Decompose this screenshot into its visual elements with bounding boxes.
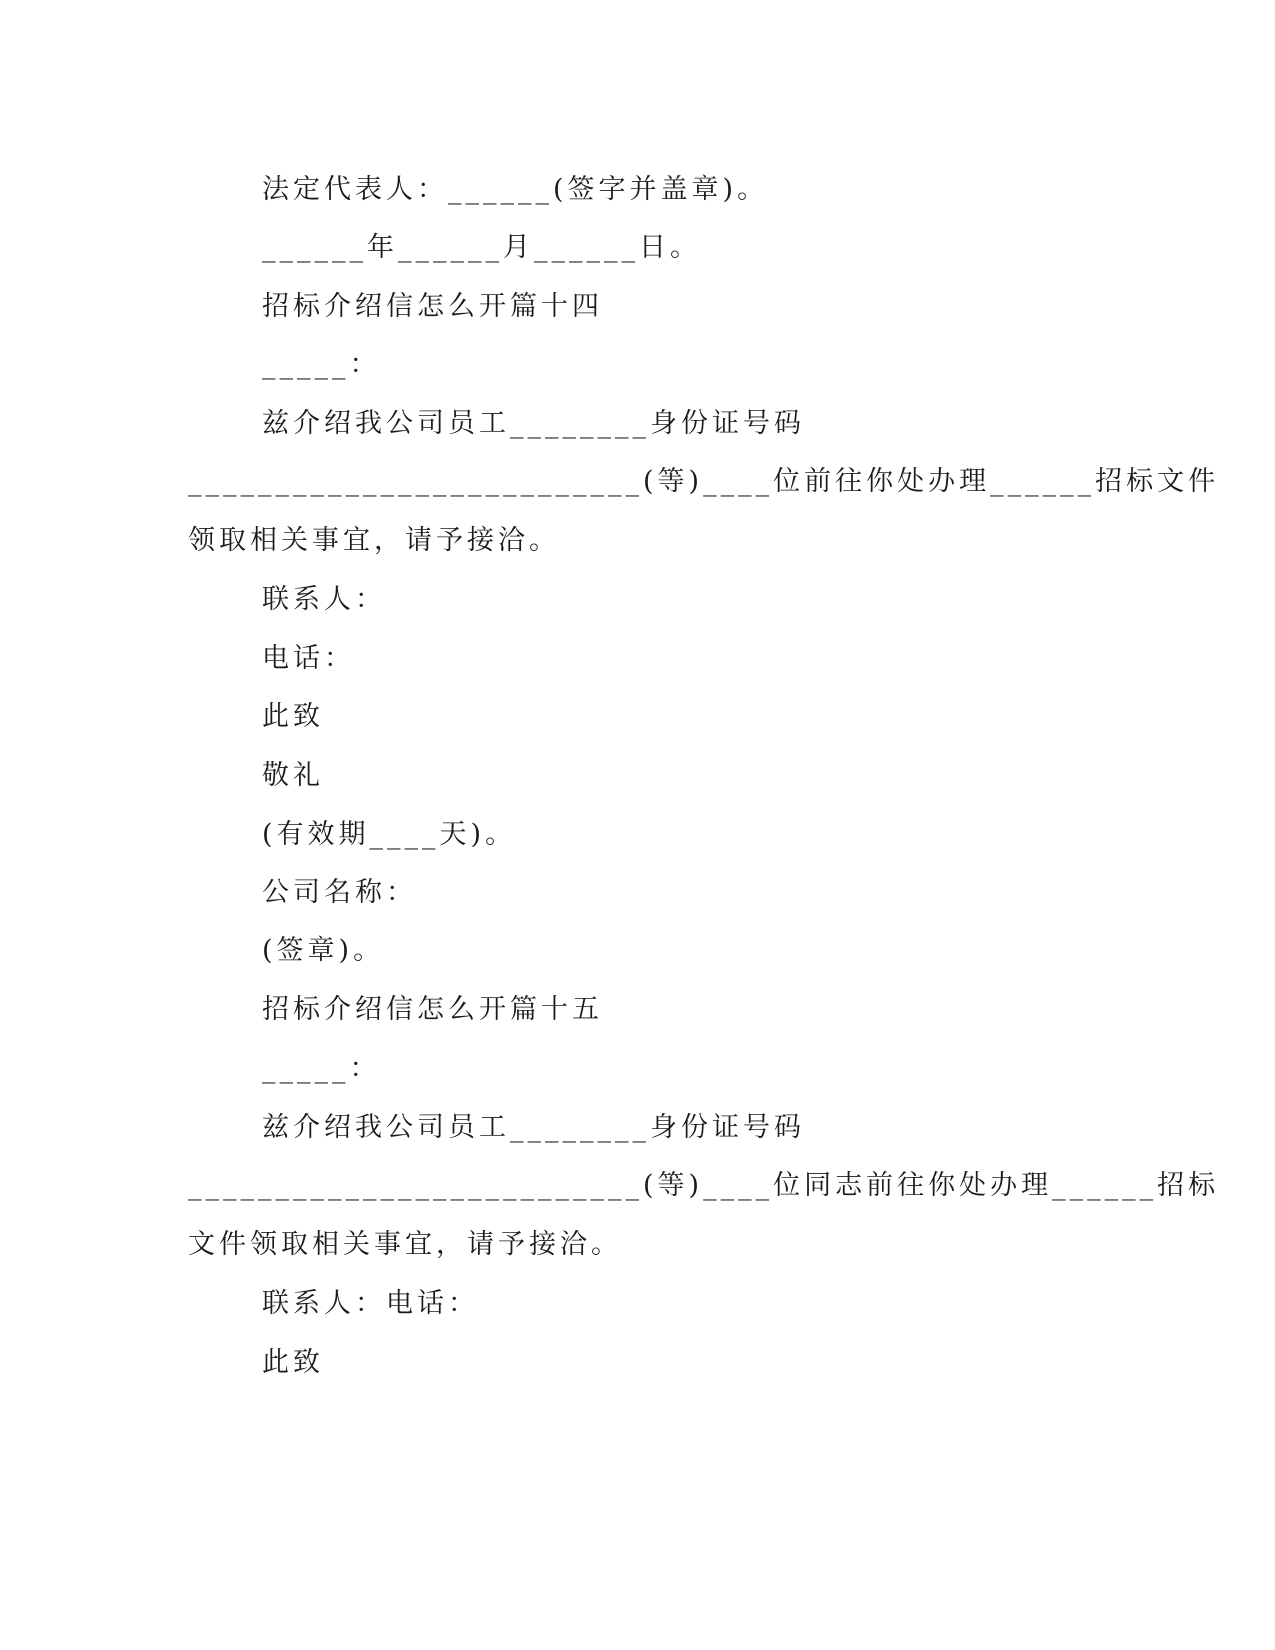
introduction-continuation: __________________________(等)____位同志前往你处办理______招标 bbox=[188, 1170, 1220, 1201]
recipient-line: _____： bbox=[262, 349, 381, 380]
contact-person-line: 联系人： bbox=[262, 584, 386, 615]
introduction-continuation: __________________________(等)____位前往你处办理______招标文件 bbox=[188, 466, 1220, 497]
date-line: ______年______月______日。 bbox=[262, 232, 701, 263]
seal-line: (签章)。 bbox=[262, 935, 385, 966]
phone-line: 电话： bbox=[262, 643, 355, 674]
validity-line: (有效期____天)。 bbox=[262, 819, 517, 850]
introduction-line: 兹介绍我公司员工________身份证号码 bbox=[262, 408, 805, 439]
contact-phone-line: 联系人：电话： bbox=[262, 1288, 479, 1319]
closing-line: 此致 bbox=[262, 1347, 324, 1378]
section-heading-14: 招标介绍信怎么开篇十四 bbox=[262, 291, 603, 322]
introduction-end: 文件领取相关事宜，请予接洽。 bbox=[188, 1229, 622, 1260]
closing-line: 此致 bbox=[262, 701, 324, 732]
recipient-line: _____： bbox=[262, 1053, 381, 1084]
legal-representative-line: 法定代表人：______(签字并盖章)。 bbox=[262, 174, 769, 205]
company-name-line: 公司名称： bbox=[262, 877, 417, 908]
introduction-line: 兹介绍我公司员工________身份证号码 bbox=[262, 1112, 805, 1143]
salutation-line: 敬礼 bbox=[262, 760, 324, 791]
section-heading-15: 招标介绍信怎么开篇十五 bbox=[262, 994, 603, 1025]
introduction-end: 领取相关事宜，请予接洽。 bbox=[188, 525, 560, 556]
